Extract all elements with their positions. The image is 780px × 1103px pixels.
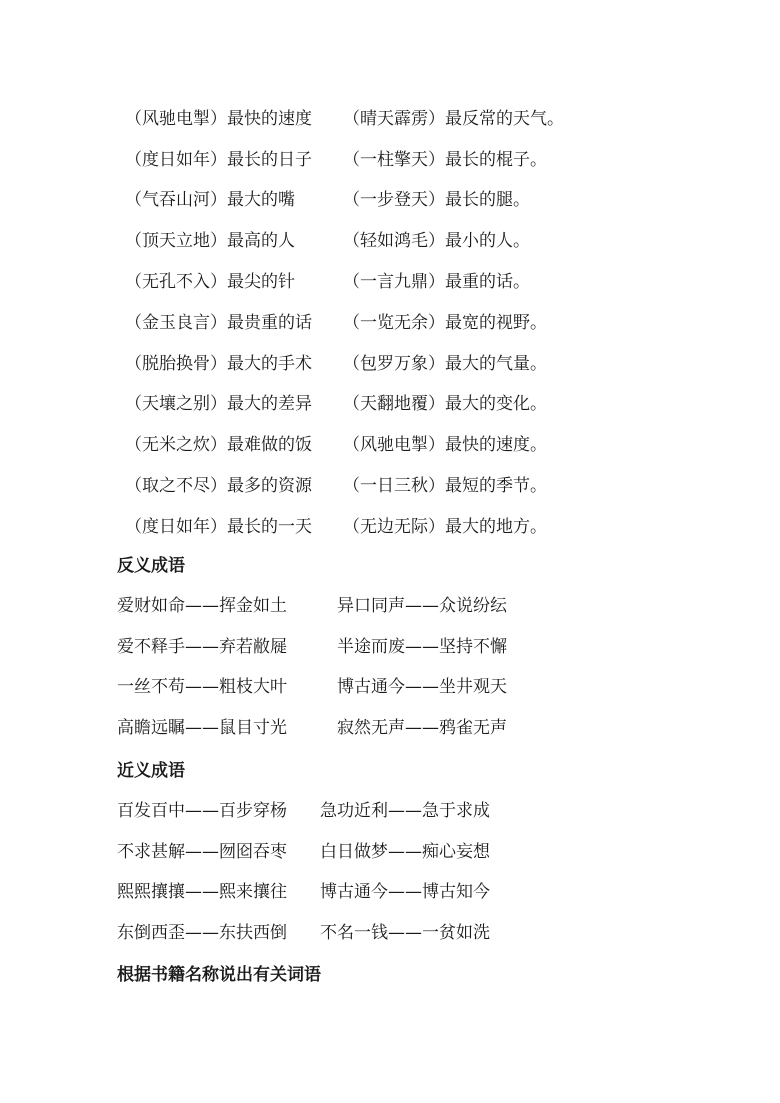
superlative-right: （天翻地覆）最大的变化。	[343, 394, 547, 415]
antonym-pair-left: 高瞻远瞩——鼠目寸光	[117, 717, 287, 738]
synonym-row	[117, 829, 490, 870]
superlative-left: （顶天立地）最高的人	[125, 231, 295, 252]
superlative-left: （取之不尽）最多的资源	[125, 476, 312, 497]
synonym-pair-right: 不名一钱——一贫如洗	[320, 922, 490, 943]
superlative-right: （无边无际）最大的地方。	[343, 516, 547, 537]
superlative-left: （无孔不入）最尖的针	[125, 272, 295, 293]
superlative-left: （风驰电掣）最快的速度	[125, 108, 312, 129]
synonym-pair-left: 百发百中——百步穿杨	[117, 800, 287, 821]
superlative-right: （一言九鼎）最重的话。	[343, 272, 530, 293]
superlative-right: （一柱擎天）最长的棍子。	[343, 149, 547, 170]
books-section-heading: 根据书籍名称说出有关词语	[117, 965, 321, 985]
synonym-section-heading: 近义成语	[117, 761, 185, 781]
superlative-left: （气吞山河）最大的嘴	[125, 190, 295, 211]
synonym-pair-right: 急功近利——急于求成	[320, 800, 490, 821]
synonym-row	[117, 869, 490, 910]
superlative-left: （度日如年）最长的一天	[125, 516, 312, 537]
superlative-left: （脱胎换骨）最大的手术	[125, 353, 312, 374]
superlative-row	[125, 300, 564, 341]
superlative-row	[125, 137, 564, 178]
superlative-right: （轻如鸿毛）最小的人。	[343, 231, 530, 252]
superlative-right: （晴天霹雳）最反常的天气。	[343, 108, 564, 129]
antonym-pair-left: 爱不释手——弃若敝屣	[117, 636, 287, 657]
antonym-row	[117, 583, 507, 624]
superlative-left: （无米之炊）最难做的饭	[125, 435, 312, 456]
superlative-row	[125, 178, 564, 219]
antonym-pair-right: 异口同声——众说纷纭	[337, 595, 507, 616]
synonym-pair-left: 熙熙攘攘——熙来攘往	[117, 882, 287, 903]
synonym-pair-right: 博古通今——博古知今	[320, 882, 490, 903]
superlative-row	[125, 463, 564, 504]
superlative-left: （天壤之别）最大的差异	[125, 394, 312, 415]
synonym-row	[117, 910, 490, 951]
synonym-row	[117, 788, 490, 829]
synonym-pair-left: 不求甚解——囫囵吞枣	[117, 841, 287, 862]
superlative-right: （一步登天）最长的腿。	[343, 190, 530, 211]
antonym-section-heading: 反义成语	[117, 556, 185, 576]
antonym-row	[117, 624, 507, 665]
superlative-row	[125, 422, 564, 463]
antonym-pair-left: 爱财如命——挥金如土	[117, 595, 287, 616]
superlative-right: （一日三秋）最短的季节。	[343, 476, 547, 497]
superlative-right: （风驰电掣）最快的速度。	[343, 435, 547, 456]
superlative-row	[125, 341, 564, 382]
synonym-idiom-list	[117, 788, 490, 951]
synonym-pair-right: 白日做梦——痴心妄想	[320, 841, 490, 862]
superlative-row	[125, 382, 564, 423]
superlative-left: （金玉良言）最贵重的话	[125, 312, 312, 333]
superlative-left: （度日如年）最长的日子	[125, 149, 312, 170]
synonym-pair-left: 东倒西歪——东扶西倒	[117, 922, 287, 943]
antonym-row	[117, 664, 507, 705]
superlative-row	[125, 259, 564, 300]
superlative-idiom-list	[125, 96, 564, 545]
antonym-idiom-list	[117, 583, 507, 746]
superlative-right: （一览无余）最宽的视野。	[343, 312, 547, 333]
superlative-row	[125, 218, 564, 259]
superlative-row	[125, 504, 564, 545]
antonym-pair-left: 一丝不苟——粗枝大叶	[117, 677, 287, 698]
antonym-pair-right: 博古通今——坐井观天	[337, 677, 507, 698]
antonym-pair-right: 寂然无声——鸦雀无声	[337, 717, 507, 738]
superlative-row	[125, 96, 564, 137]
antonym-pair-right: 半途而废——坚持不懈	[337, 636, 507, 657]
antonym-row	[117, 705, 507, 746]
superlative-right: （包罗万象）最大的气量。	[343, 353, 547, 374]
